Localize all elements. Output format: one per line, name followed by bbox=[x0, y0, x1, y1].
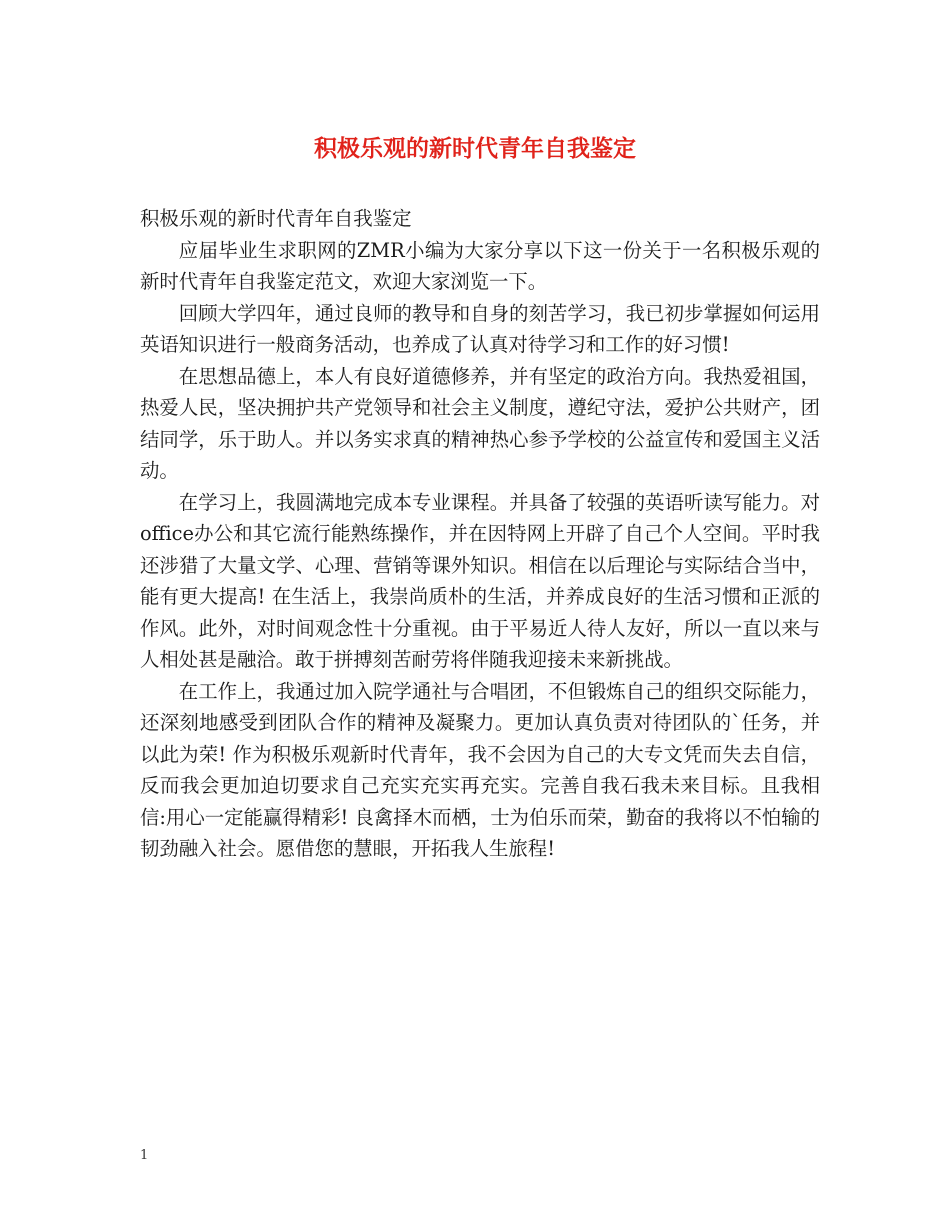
body-subtitle: 积极乐观的新时代青年自我鉴定 bbox=[140, 207, 412, 230]
paragraph-morality: 在思想品德上，本人有良好道德修养，并有坚定的政治方向。我热爱祖国，热爱人民，坚决拥护共产党领导和社会主义制度，遵纪守法，爱护公共财产，团结同学，乐于助人。并以务实求真的精神热心参予学校的公益宣传和爱国主义活动。 bbox=[140, 364, 820, 482]
document-title: 积极乐观的新时代青年自我鉴定 bbox=[314, 135, 636, 162]
paragraph-work: 在工作上，我通过加入院学通社与合唱团，不但锻炼自己的组织交际能力，还深刻地感受到团队合作的精神及凝聚力。更加认真负责对待团队的`任务，并以此为荣! 作为积极乐观新时代青年，我不会因为自己的大专文凭而失去自信，反而我会更加迫切要求自己充实充实再充实。完善自我石我未来目标。且我相信:用心一定能赢得精彩! 良禽择木而栖，士为伯乐而荣，勤奋的我将以不怕输的韧劲融入社会。愿借您的慧眼，开拓我人生旅程! bbox=[140, 679, 820, 860]
document-body bbox=[140, 203, 820, 865]
paragraph-intro: 应届毕业生求职网的ZMR小编为大家分享以下这一份关于一名积极乐观的新时代青年自我鉴定范文，欢迎大家浏览一下。 bbox=[140, 238, 820, 293]
paragraph-review: 回顾大学四年，通过良师的教导和自身的刻苦学习，我已初步掌握如何运用英语知识进行一般商务活动，也养成了认真对待学习和工作的好习惯! bbox=[140, 301, 820, 356]
page-number: 1 bbox=[140, 1148, 149, 1163]
paragraph-study-life: 在学习上，我圆满地完成本专业课程。并具备了较强的英语听读写能力。对office办公和其它流行能熟练操作，并在因特网上开辟了自己个人空间。平时我还涉猎了大量文学、心理、营销等课外知识。相信在以后理论与实际结合当中，能有更大提高! 在生活上，我崇尚质朴的生活，并养成良好的生活习惯和正派的作风。此外，对时间观念性十分重视。由于平易近人待人友好，所以一直以来与人相处甚是融洽。敢于拼搏刻苦耐劳将伴随我迎接未来新挑战。 bbox=[140, 490, 820, 671]
